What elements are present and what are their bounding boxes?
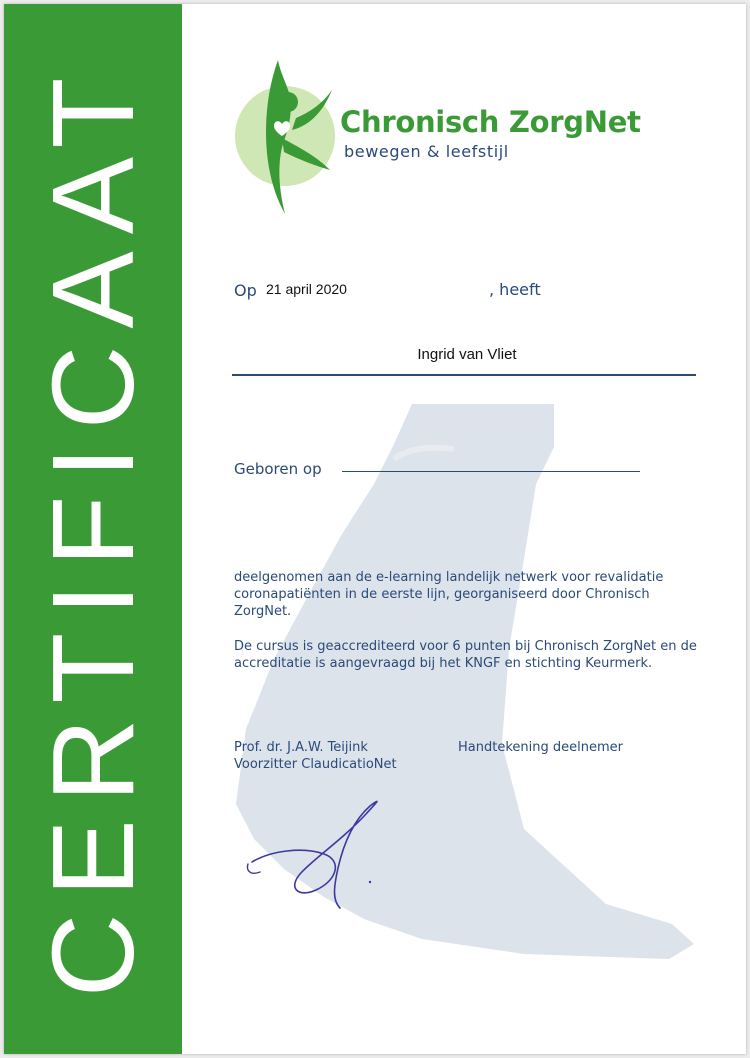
handwritten-signature-icon [242,792,392,914]
born-underline [342,471,640,472]
signer-name: Prof. dr. J.A.W. Teijink [234,740,368,755]
side-band [4,4,182,1054]
logo-person-heart-icon [230,52,342,220]
born-label: Geboren op [234,460,322,478]
signer-role: Voorzitter ClaudicatioNet [234,757,397,772]
signer-block [234,739,397,773]
heeft-label: , heeft [489,280,541,299]
participant-name: Ingrid van Vliet [417,346,517,363]
certificate-vertical-title: CERTIFICAAT [28,60,158,998]
participant-signature-label: Handtekening deelnemer [458,740,623,755]
op-label: Op [234,281,257,300]
date-value: 21 april 2020 [266,281,347,297]
body-paragraph-1: deelgenomen aan de e-learning landelijk netwerk voor revalidatie coronapatiënten in de eerste lijn, georganiseerd door Chronisch ZorgNet. [234,570,664,619]
certificate-page [4,4,746,1054]
body-paragraph-2: De cursus is geaccrediteerd voor 6 punten bij Chronisch ZorgNet en de accreditatie is aangevraagd bij het KNGF en stichting Keurmerk. [234,639,697,671]
logo-brand-name: Chronisch ZorgNet [340,105,641,139]
name-underline [232,374,696,376]
logo-tagline: bewegen & leefstijl [344,142,509,161]
